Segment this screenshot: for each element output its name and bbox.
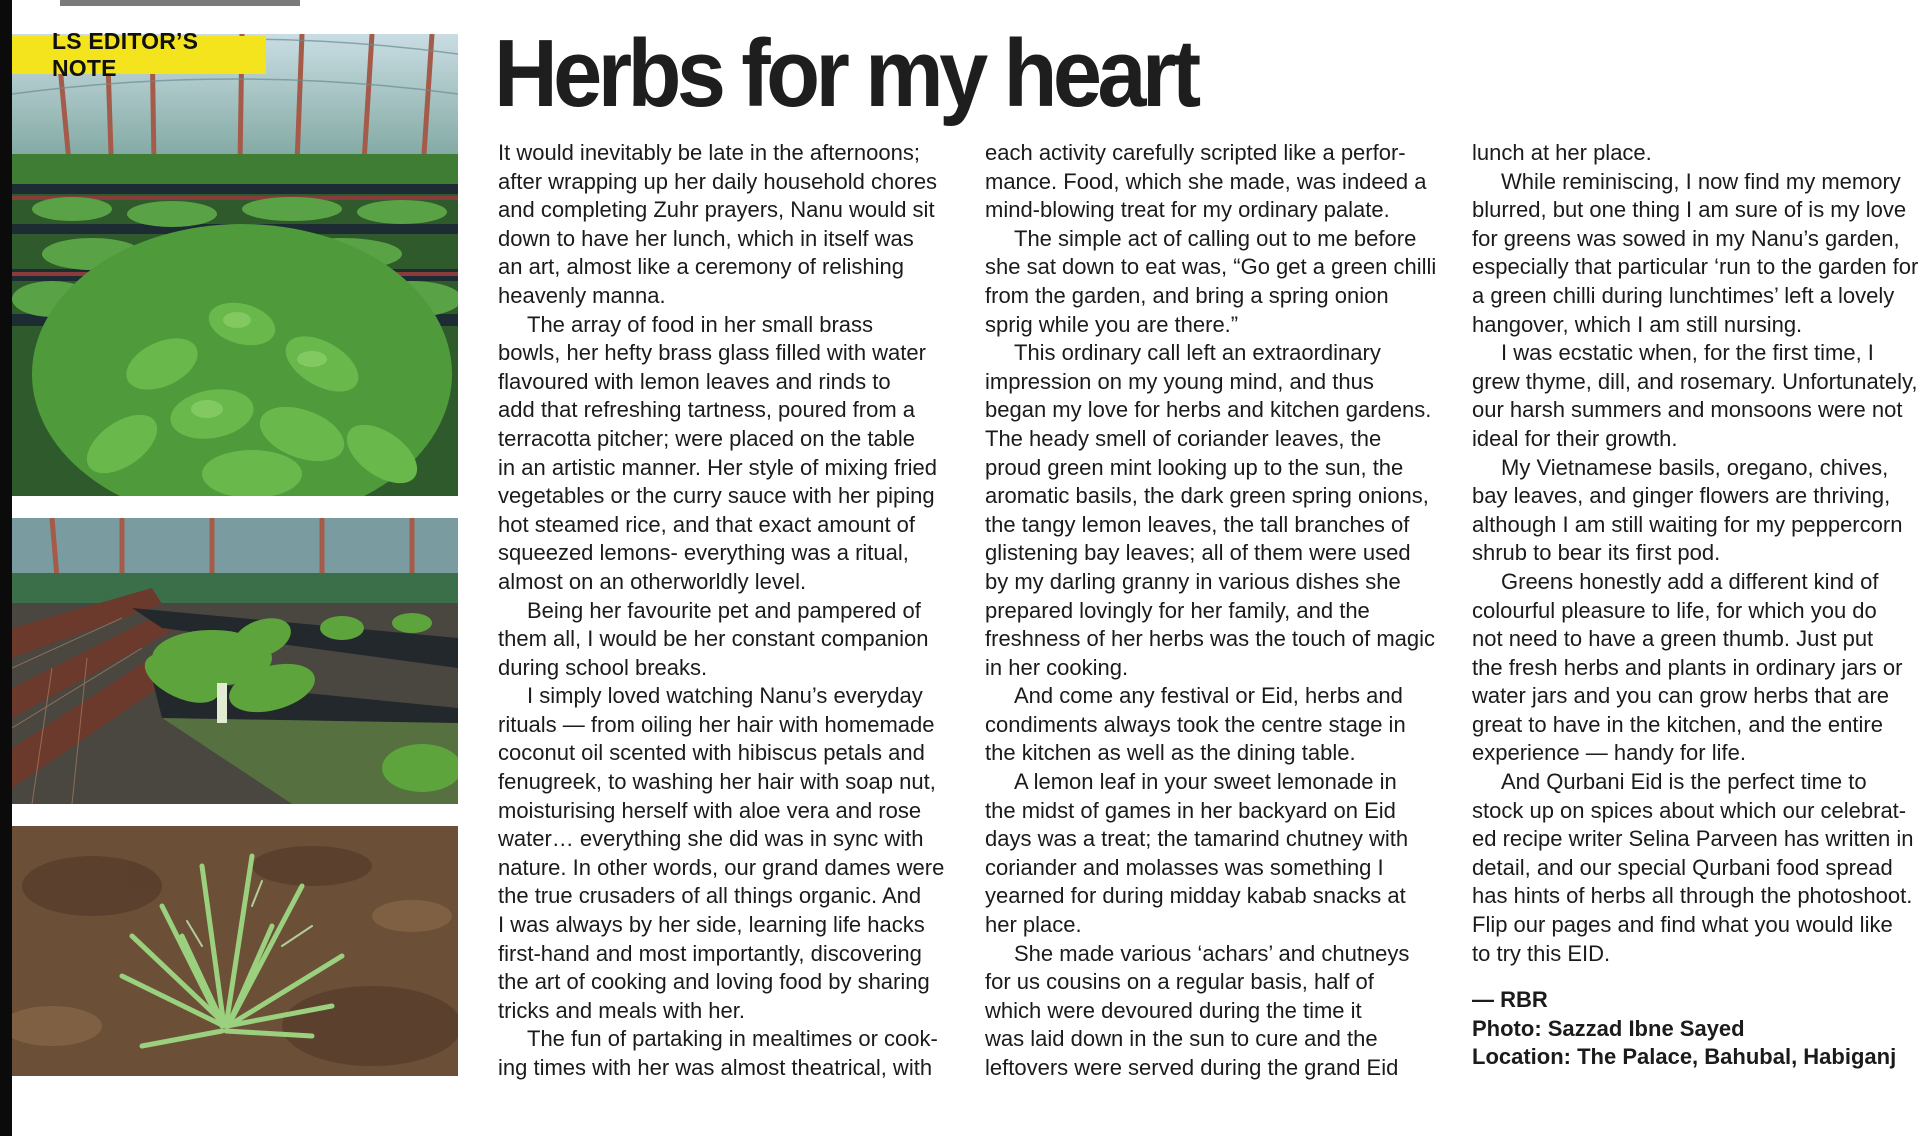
article-line: ideal for their growth. — [1472, 425, 1678, 451]
article-line: freshness of her herbs was the touch of magic — [985, 626, 1436, 652]
article-line: condiments always took the centre stage in — [985, 711, 1406, 737]
article-line: grew thyme, dill, and rosemary. Unfortunately, — [1472, 368, 1918, 394]
headline: Herbs for my heart — [494, 20, 1197, 127]
article-line: ed recipe writer Selina Parveen has written in — [1472, 826, 1914, 852]
photo-basil-greenhouse — [12, 34, 458, 496]
article-line: to try this EID. — [1472, 940, 1611, 966]
editors-note-badge: LS EDITOR’S NOTE — [12, 36, 266, 74]
article-line: in her cooking. — [985, 654, 1129, 680]
article-line: colourful pleasure to life, for which you do — [1472, 597, 1877, 623]
article-line: My Vietnamese basils, oregano, chives, — [1501, 454, 1889, 480]
photo-seedling-trays — [12, 518, 458, 804]
article-line: during school breaks. — [498, 654, 708, 680]
article-line: bowls, her hefty brass glass filled with water — [498, 340, 926, 366]
article-line: yearned for during midday kabab snacks at — [985, 883, 1406, 909]
article-column-1 — [498, 139, 958, 1083]
article-line: by my darling granny in various dishes she — [985, 568, 1401, 594]
article-line: proud green mint looking up to the sun, the — [985, 454, 1404, 480]
page-top-strip — [60, 0, 300, 6]
article-line: an art, almost like a ceremony of relishing — [498, 254, 904, 280]
article-line: aromatic basils, the dark green spring onions, — [985, 483, 1429, 509]
article-line: detail, and our special Qurbani food spread — [1472, 854, 1893, 880]
article-line: A lemon leaf in your sweet lemonade in — [1014, 769, 1397, 795]
article-line: flavoured with lemon leaves and rinds to — [498, 368, 891, 394]
article-line: each activity carefully scripted like a perfor- — [985, 140, 1406, 165]
article-line: the tangy lemon leaves, the tall branches of — [985, 511, 1410, 537]
article-line: squeezed lemons- everything was a ritual, — [498, 540, 909, 566]
article-line: down to have her lunch, which in itself was — [498, 225, 914, 251]
article-line: And Qurbani Eid is the perfect time to — [1501, 769, 1867, 795]
article-column-3 — [1472, 139, 1917, 1072]
article-line: ing times with her was almost theatrical, with — [498, 1055, 933, 1080]
article-line: first-hand and most importantly, discovering — [498, 940, 922, 966]
article-line: days was a treat; the tamarind chutney with — [985, 826, 1409, 852]
article-line: terracotta pitcher; were placed on the table — [498, 425, 916, 451]
article-line: I simply loved watching Nanu’s everyday — [527, 683, 923, 709]
credit-line: Location: The Palace, Bahubal, Habiganj — [1472, 1044, 1897, 1070]
article-line: the true crusaders of all things organic. And — [498, 883, 922, 909]
article-line: the kitchen as well as the dining table. — [985, 740, 1356, 766]
article-line: impression on my young mind, and thus — [985, 368, 1374, 394]
article-line: add that refreshing tartness, poured from a — [498, 397, 916, 423]
article-line: Flip our pages and find what you would like — [1472, 912, 1893, 938]
article-line: our harsh summers and monsoons were not — [1472, 397, 1903, 423]
article-line: them all, I would be her constant companion — [498, 626, 929, 652]
article-line: the midst of games in her backyard on Eid — [985, 797, 1396, 823]
article-line: in an artistic manner. Her style of mixing fried — [498, 454, 937, 480]
article-line: from the garden, and bring a spring onion — [985, 282, 1389, 308]
article-line: blurred, but one thing I am sure of is my love — [1472, 197, 1907, 223]
article-line: especially that particular ‘run to the garden for — [1472, 254, 1919, 280]
article-line: tricks and meals with her. — [498, 997, 745, 1023]
article-line: for greens was sowed in my Nanu’s garden, — [1472, 225, 1900, 251]
article-line: This ordinary call left an extraordinary — [1014, 340, 1381, 366]
byline-spacer — [1472, 968, 1917, 986]
article-line: hangover, which I am still nursing. — [1472, 311, 1803, 337]
article-line: nature. In other words, our grand dames were — [498, 854, 945, 880]
article-line: not need to have a green thumb. Just put — [1472, 626, 1874, 652]
article-line: bay leaves, and ginger flowers are thriving, — [1472, 483, 1891, 509]
article-line: vegetables or the curry sauce with her piping — [498, 483, 935, 509]
article-line: began my love for herbs and kitchen gardens. — [985, 397, 1432, 423]
article-line: shrub to bear its first pod. — [1472, 540, 1721, 566]
article-line: stock up on spices about which our celebrat- — [1472, 797, 1907, 823]
article-line: after wrapping up her daily household chores — [498, 168, 938, 194]
article-line: was laid down in the sun to cure and the — [985, 1026, 1378, 1052]
article-line: although I am still waiting for my peppercorn — [1472, 511, 1903, 537]
article-line: for us cousins on a regular basis, half of — [985, 969, 1374, 995]
article-line: the art of cooking and loving food by sharing — [498, 969, 930, 995]
article-line: fenugreek, to washing her hair with soap nut, — [498, 769, 936, 795]
article-line: The fun of partaking in mealtimes or cook- — [527, 1026, 938, 1052]
article-line: her place. — [985, 912, 1082, 938]
article-line: leftovers were served during the grand Eid — [985, 1055, 1399, 1080]
article-line: glistening bay leaves; all of them were used — [985, 540, 1411, 566]
article-line: which were devoured during the time it — [985, 997, 1362, 1023]
article-line: It would inevitably be late in the afternoons; — [498, 140, 920, 165]
article-line: heavenly manna. — [498, 282, 666, 308]
article-line: She made various ‘achars’ and chutneys — [1014, 940, 1410, 966]
article-line: The heady smell of coriander leaves, the — [985, 425, 1382, 451]
credit-line: Photo: Sazzad Ibne Sayed — [1472, 1015, 1745, 1041]
article-line: has hints of herbs all through the photoshoot. — [1472, 883, 1913, 909]
page-edge-bar — [0, 0, 12, 1136]
article-line: While reminiscing, I now find my memory — [1501, 168, 1901, 194]
article-line: The array of food in her small brass — [527, 311, 874, 337]
article-line: Greens honestly add a different kind of — [1501, 568, 1879, 594]
article-line: I was always by her side, learning life hacks — [498, 912, 925, 938]
article-line: And come any festival or Eid, herbs and — [1014, 683, 1403, 709]
article-line: rituals — from oiling her hair with homemade — [498, 711, 935, 737]
article-line: experience — handy for life. — [1472, 740, 1746, 766]
article-line: mance. Food, which she made, was indeed a — [985, 168, 1427, 194]
article-column-2 — [985, 139, 1445, 1083]
article-line: almost on an otherworldly level. — [498, 568, 807, 594]
article-line: great to have in the kitchen, and the entire — [1472, 711, 1883, 737]
article-line: I was ecstatic when, for the first time, I — [1501, 340, 1874, 366]
article-line: moisturising herself with aloe vera and rose — [498, 797, 922, 823]
credit-line: — RBR — [1472, 987, 1548, 1013]
article-line: water… everything she did was in sync with — [498, 826, 924, 852]
article-line: coriander and molasses was something I — [985, 854, 1384, 880]
article-line: hot steamed rice, and that exact amount of — [498, 511, 916, 537]
photo-rosemary-sprout — [12, 826, 458, 1076]
article-line: water jars and you can grow herbs that are — [1472, 683, 1890, 709]
article-line: and completing Zuhr prayers, Nanu would sit — [498, 197, 935, 223]
article-line: prepared lovingly for her family, and the — [985, 597, 1370, 623]
article-line: she sat down to eat was, “Go get a green chilli — [985, 254, 1437, 280]
article-line: a green chilli during lunchtimes’ left a lovely — [1472, 282, 1895, 308]
article-line: lunch at her place. — [1472, 140, 1652, 165]
article-line: Being her favourite pet and pampered of — [527, 597, 921, 623]
article-line: The simple act of calling out to me before — [1014, 225, 1417, 251]
article-line: the fresh herbs and plants in ordinary jars or — [1472, 654, 1903, 680]
article-line: coconut oil scented with hibiscus petals and — [498, 740, 925, 766]
article-line: sprig while you are there.” — [985, 311, 1239, 337]
article-line: mind-blowing treat for my ordinary palate. — [985, 197, 1390, 223]
